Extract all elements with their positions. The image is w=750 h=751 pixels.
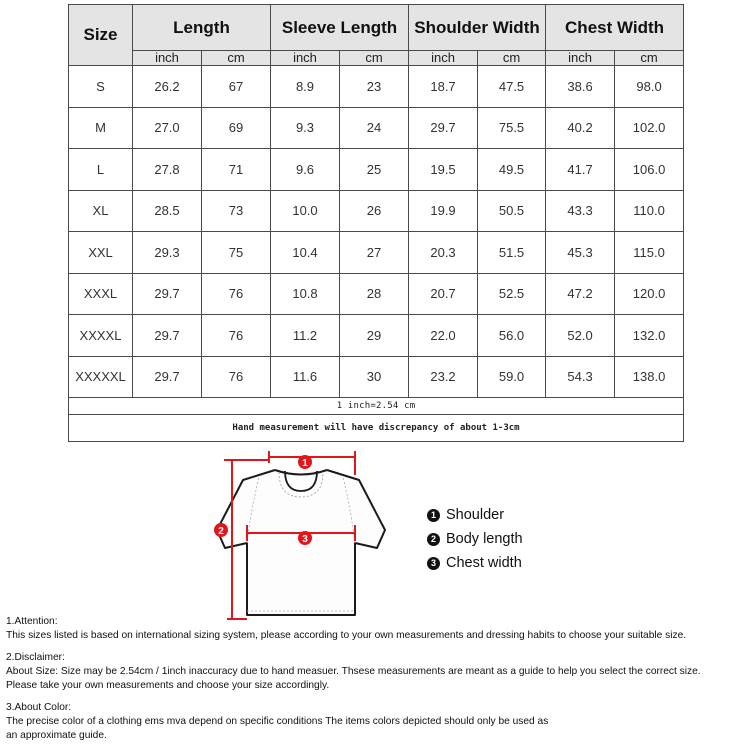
legend-label: Body length <box>446 531 523 547</box>
unit-label: cm <box>478 51 546 66</box>
svg-text:2: 2 <box>218 526 224 537</box>
conversion-note-row <box>69 398 684 415</box>
tshirt-icon <box>207 445 397 620</box>
measurement-cell: 26.2 <box>133 66 202 108</box>
measurement-cell: 38.6 <box>546 66 615 108</box>
measurement-cell: 41.7 <box>546 149 615 191</box>
table-row <box>69 107 684 149</box>
measurement-cell: 8.9 <box>271 66 340 108</box>
discrepancy-note: Hand measurement will have discrepancy of about 1-3cm <box>69 415 684 442</box>
note-text: About Size: Size may be 2.54cm / 1inch inaccuracy due to hand measuer. Thsese measurements are meant as a guide to help you select the correct size. <box>6 666 701 677</box>
measurement-cell: 29.7 <box>133 315 202 357</box>
unit-label: cm <box>340 51 409 66</box>
measurement-cell: 76 <box>202 315 271 357</box>
attention-note <box>6 615 750 643</box>
table-row <box>69 66 684 108</box>
measurement-cell: 29.7 <box>409 107 478 149</box>
note-text: an approximate guide. <box>6 730 107 741</box>
sleeve-length-header: Sleeve Length <box>271 5 409 51</box>
unit-label: inch <box>546 51 615 66</box>
measurement-cell: 47.5 <box>478 66 546 108</box>
measurement-cell: 59.0 <box>478 356 546 398</box>
measurement-cell: 45.3 <box>546 232 615 274</box>
measurement-cell: 18.7 <box>409 66 478 108</box>
measurement-cell: 24 <box>340 107 409 149</box>
measurement-cell: 26 <box>340 190 409 232</box>
note-title: 2.Disclaimer: <box>6 652 65 663</box>
measurement-cell: 27.0 <box>133 107 202 149</box>
measurement-cell: 71 <box>202 149 271 191</box>
unit-label: cm <box>202 51 271 66</box>
measurement-cell: 75 <box>202 232 271 274</box>
measurement-cell: 29 <box>340 315 409 357</box>
measurement-cell: 75.5 <box>478 107 546 149</box>
table-row <box>69 232 684 274</box>
legend-item-shoulder <box>427 503 523 527</box>
measurement-cell: 25 <box>340 149 409 191</box>
note-text: This sizes listed is based on international sizing system, please according to your own measurements and dressing habits to choose your suitable size. <box>6 630 687 641</box>
chest-width-header: Chest Width <box>546 5 684 51</box>
measurement-cell: 20.3 <box>409 232 478 274</box>
measurement-cell: 28 <box>340 273 409 315</box>
measurement-cell: 29.7 <box>133 356 202 398</box>
unit-label: inch <box>409 51 478 66</box>
svg-text:1: 1 <box>302 458 308 469</box>
size-cell: XXXL <box>69 273 133 315</box>
size-cell: XL <box>69 190 133 232</box>
measurement-cell: 115.0 <box>615 232 684 274</box>
unit-label: inch <box>271 51 340 66</box>
measurement-cell: 19.9 <box>409 190 478 232</box>
measurement-cell: 10.8 <box>271 273 340 315</box>
svg-text:3: 3 <box>302 534 308 545</box>
measurement-cell: 106.0 <box>615 149 684 191</box>
measurement-cell: 29.3 <box>133 232 202 274</box>
measurement-cell: 23 <box>340 66 409 108</box>
measurement-cell: 138.0 <box>615 356 684 398</box>
diagram-legend <box>427 503 523 575</box>
table-row <box>69 273 684 315</box>
measurement-cell: 52.5 <box>478 273 546 315</box>
measurement-cell: 28.5 <box>133 190 202 232</box>
measurement-cell: 69 <box>202 107 271 149</box>
color-note <box>6 701 750 743</box>
size-cell: XXXXL <box>69 315 133 357</box>
size-cell: M <box>69 107 133 149</box>
size-cell: S <box>69 66 133 108</box>
measurement-cell: 49.5 <box>478 149 546 191</box>
marker-2-icon <box>214 523 228 537</box>
measurement-cell: 132.0 <box>615 315 684 357</box>
unit-label: inch <box>133 51 202 66</box>
size-column-header: Size <box>69 5 133 66</box>
marker-1-icon <box>298 455 312 469</box>
conversion-note: 1 inch=2.54 cm <box>69 398 684 415</box>
table-row <box>69 315 684 357</box>
notes-section <box>6 615 750 751</box>
measurement-cell: 9.6 <box>271 149 340 191</box>
legend-item-body-length <box>427 527 523 551</box>
legend-label: Shoulder <box>446 507 505 523</box>
measurement-cell: 10.4 <box>271 232 340 274</box>
legend-label: Chest width <box>446 555 522 571</box>
size-chart-table <box>68 4 684 442</box>
table-header-row <box>69 5 684 51</box>
note-title: 3.About Color: <box>6 702 72 713</box>
table-row <box>69 149 684 191</box>
note-text: Please take your own measurements and choose your size accordingly. <box>6 680 330 691</box>
measurement-cell: 51.5 <box>478 232 546 274</box>
table-row <box>69 356 684 398</box>
measurement-cell: 22.0 <box>409 315 478 357</box>
measurement-cell: 54.3 <box>546 356 615 398</box>
measurement-cell: 76 <box>202 356 271 398</box>
measurement-cell: 50.5 <box>478 190 546 232</box>
measurement-cell: 47.2 <box>546 273 615 315</box>
measurement-cell: 76 <box>202 273 271 315</box>
discrepancy-note-row <box>69 415 684 442</box>
size-cell: L <box>69 149 133 191</box>
unit-header-row <box>69 51 684 66</box>
legend-item-chest-width <box>427 551 523 575</box>
note-title: 1.Attention: <box>6 616 58 627</box>
measurement-cell: 43.3 <box>546 190 615 232</box>
number-3-icon: 3 <box>427 557 440 570</box>
measurement-cell: 40.2 <box>546 107 615 149</box>
disclaimer-note <box>6 651 750 693</box>
table-row <box>69 190 684 232</box>
length-header: Length <box>133 5 271 51</box>
measurement-cell: 98.0 <box>615 66 684 108</box>
measurement-cell: 29.7 <box>133 273 202 315</box>
measurement-cell: 120.0 <box>615 273 684 315</box>
measurement-cell: 27 <box>340 232 409 274</box>
measurement-cell: 56.0 <box>478 315 546 357</box>
unit-label: cm <box>615 51 684 66</box>
measurement-cell: 52.0 <box>546 315 615 357</box>
measurement-cell: 19.5 <box>409 149 478 191</box>
measurement-cell: 73 <box>202 190 271 232</box>
size-cell: XXL <box>69 232 133 274</box>
size-cell: XXXXXL <box>69 356 133 398</box>
tshirt-measurement-diagram <box>207 445 397 620</box>
measurement-cell: 110.0 <box>615 190 684 232</box>
shoulder-width-header: Shoulder Width <box>409 5 546 51</box>
measurement-cell: 67 <box>202 66 271 108</box>
measurement-cell: 27.8 <box>133 149 202 191</box>
number-2-icon: 2 <box>427 533 440 546</box>
measurement-cell: 20.7 <box>409 273 478 315</box>
measurement-cell: 23.2 <box>409 356 478 398</box>
number-1-icon: 1 <box>427 509 440 522</box>
measurement-cell: 30 <box>340 356 409 398</box>
measurement-cell: 11.6 <box>271 356 340 398</box>
note-text: The precise color of a clothing ems mva depend on specific conditions The items colors depicted should only be used as <box>6 716 549 727</box>
table-body <box>69 66 684 398</box>
measurement-cell: 102.0 <box>615 107 684 149</box>
measurement-cell: 11.2 <box>271 315 340 357</box>
marker-3-icon <box>298 531 312 545</box>
measurement-cell: 10.0 <box>271 190 340 232</box>
measurement-cell: 9.3 <box>271 107 340 149</box>
